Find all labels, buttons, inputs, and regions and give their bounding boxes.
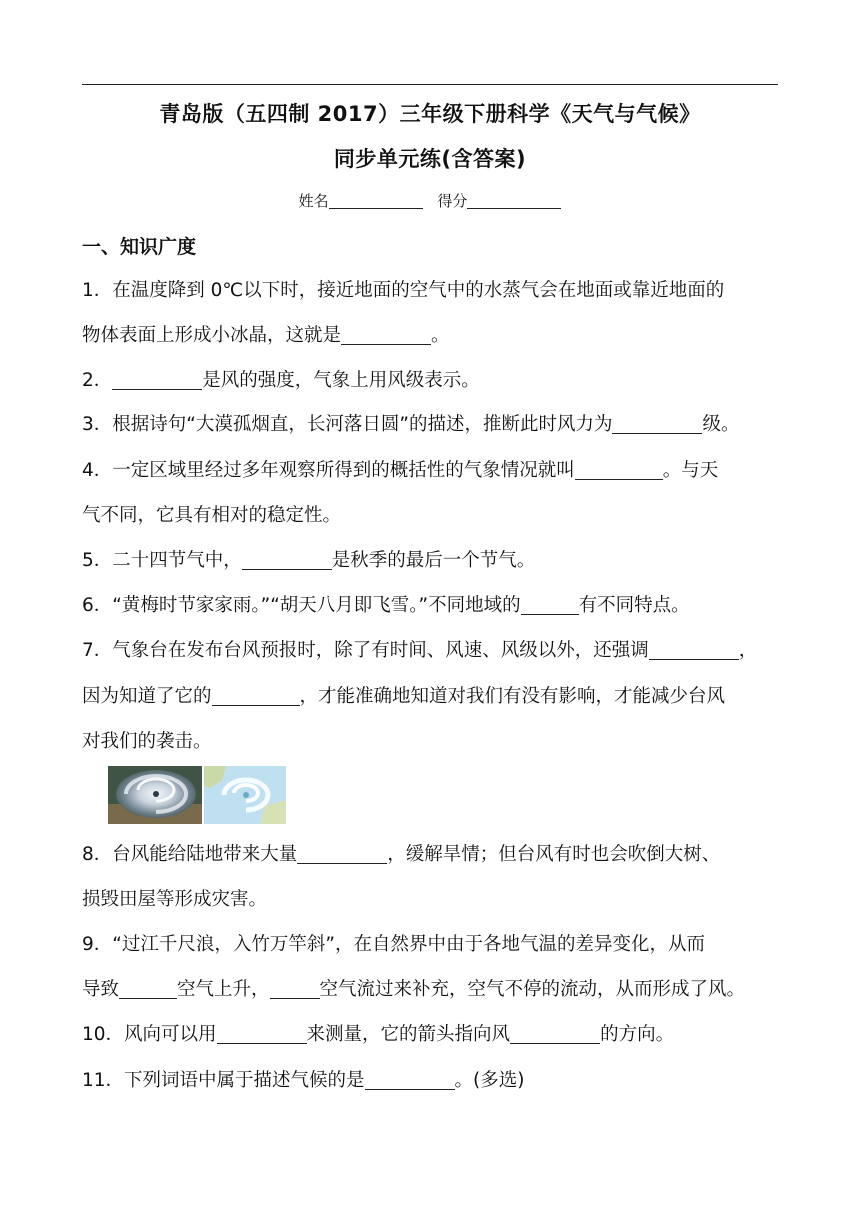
answer-blank[interactable] <box>649 639 739 660</box>
question-5 <box>82 548 782 574</box>
question-text: 来测量，它的箭头指向风 <box>306 1024 511 1045</box>
name-blank[interactable] <box>329 192 423 209</box>
question-text: 导致 <box>82 979 120 1000</box>
question-text: 的方向。 <box>600 1024 675 1045</box>
question-3 <box>82 412 782 438</box>
name-label: 姓名 <box>298 192 329 210</box>
question-text: 。(多选) <box>454 1070 525 1091</box>
question-text: 11．下列词语中属于描述气候的是 <box>82 1070 365 1091</box>
page-title: 青岛版（五四制 2017）三年级下册科学《天气与气候》 <box>159 102 701 126</box>
question-text: 有不同特点。 <box>578 595 690 616</box>
question-text: 。与天 <box>662 460 719 481</box>
answer-blank[interactable] <box>510 1023 600 1044</box>
answer-blank[interactable] <box>575 459 663 480</box>
question-11 <box>82 1068 782 1094</box>
name-score-row <box>0 190 860 211</box>
typhoon-satellite-icon <box>108 766 202 824</box>
question-9-line-2 <box>82 977 782 1003</box>
question-4-line-1 <box>82 458 782 484</box>
question-7-line-3: 对我们的袭击。 <box>82 731 212 752</box>
score-blank[interactable] <box>467 192 561 209</box>
question-text: 10．风向可以用 <box>82 1024 217 1045</box>
question-text: 级。 <box>702 414 740 435</box>
question-text: 2． <box>82 370 113 391</box>
question-4-line-2: 气不同，它具有相对的稳定性。 <box>82 505 342 526</box>
question-8-line-2: 损毁田屋等形成灾害。 <box>82 889 268 910</box>
question-7-line-1 <box>82 638 782 664</box>
answer-blank[interactable] <box>297 843 387 864</box>
answer-blank[interactable] <box>521 594 579 615</box>
question-text: 。 <box>431 325 450 346</box>
question-text: 4．一定区域里经过多年观察所得到的概括性的气象情况就叫 <box>82 460 575 481</box>
question-text: 是秋季的最后一个节气。 <box>331 550 536 571</box>
answer-blank[interactable] <box>212 685 300 706</box>
question-text: ， <box>738 640 758 661</box>
answer-blank[interactable] <box>112 369 202 390</box>
question-text: 空气上升， <box>177 979 270 1000</box>
question-text: 8．台风能给陆地带来大量 <box>82 844 298 865</box>
answer-blank[interactable] <box>270 978 320 999</box>
question-8-line-1 <box>82 842 782 868</box>
answer-blank[interactable] <box>341 324 431 345</box>
question-text: 5．二十四节气中， <box>82 550 242 571</box>
question-6 <box>82 593 782 619</box>
answer-blank[interactable] <box>217 1023 307 1044</box>
question-7-line-2 <box>82 684 782 710</box>
top-rule <box>82 84 778 85</box>
question-text: ，缓解旱情；但台风有时也会吹倒大树、 <box>387 844 721 865</box>
question-text: 是风的强度，气象上用风级表示。 <box>202 370 480 391</box>
question-text: 空气流过来补充，空气不停的流动，从而形成了风。 <box>319 979 746 1000</box>
question-2 <box>82 368 782 394</box>
question-1-line-1: 1．在温度降到 0℃以下时，接近地面的空气中的水蒸气会在地面或靠近地面的 <box>82 280 725 301</box>
question-text: 6．“黄梅时节家家雨。”“胡天八月即飞雪。”不同地域的 <box>82 595 521 616</box>
typhoon-map-icon <box>204 766 286 824</box>
section-heading: 一、知识广度 <box>82 236 197 258</box>
question-1-line-2 <box>82 323 782 349</box>
question-10 <box>82 1022 782 1048</box>
answer-blank[interactable] <box>612 413 702 434</box>
answer-blank[interactable] <box>119 978 177 999</box>
page-subtitle: 同步单元练(含答案) <box>333 147 527 171</box>
answer-blank[interactable] <box>242 549 332 570</box>
question-text: 物体表面上形成小冰晶，这就是 <box>82 325 342 346</box>
question-9-line-1: 9．“过江千尺浪，入竹万竿斜”，在自然界中由于各地气温的差异变化，从而 <box>82 934 705 955</box>
question-text: 7．气象台在发布台风预报时，除了有时间、风速、风级以外，还强调 <box>82 640 649 661</box>
score-label: 得分 <box>437 192 468 210</box>
question-text: 3．根据诗句“大漠孤烟直，长河落日圆”的描述，推断此时风力为 <box>82 414 613 435</box>
question-text: 因为知道了它的 <box>82 686 212 707</box>
answer-blank[interactable] <box>365 1069 455 1090</box>
question-text: ，才能准确地知道对我们有没有影响，才能减少台风 <box>299 686 726 707</box>
